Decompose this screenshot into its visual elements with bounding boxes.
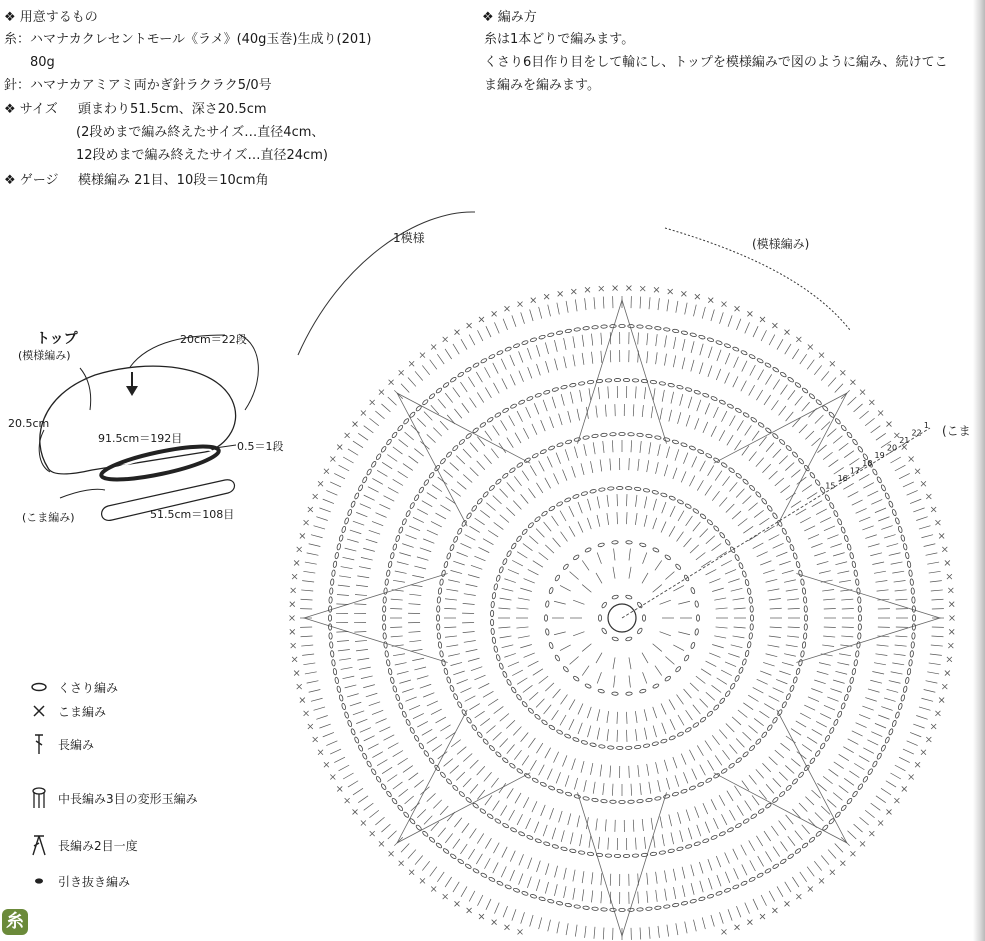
- size-label: ❖ サイズ: [4, 102, 58, 117]
- corner-mark: 糸: [2, 909, 28, 935]
- gauge-value: 模様編み 21目、10段＝10cm角: [78, 173, 269, 188]
- legend-row: [28, 870, 130, 892]
- dc2tog-icon: [28, 834, 50, 856]
- slip-stitch-icon: [28, 870, 50, 892]
- method-line-2: くさり6目作り目をして輪にし、トップを模様編みで図のように編み、続けてこ: [484, 55, 948, 70]
- chart-labels: [393, 230, 971, 491]
- size-value: 頭まわり51.5cm、深さ20.5cm: [78, 102, 267, 117]
- band-edge-label: (こま: [942, 424, 971, 438]
- legend-row: [28, 733, 94, 755]
- yarn-amount: 80g: [30, 55, 55, 70]
- chart-guides: [298, 212, 940, 936]
- gauge-label: ❖ ゲージ: [4, 173, 59, 188]
- method-heading: ❖ 編み方: [482, 10, 537, 25]
- puff-stitch-icon: [28, 787, 50, 809]
- legend-label: 引き抜き編み: [58, 874, 131, 889]
- row-number: 22: [911, 428, 922, 438]
- size-note-1: (2段めまで編み終えたサイズ…直径4cm、: [76, 125, 325, 140]
- legend-label: こま編み: [58, 704, 107, 719]
- schematic-top-sub: (模様編み): [18, 349, 71, 362]
- legend-label: 長編み2目一度: [58, 838, 138, 853]
- chain-stitch-icon: [28, 676, 50, 698]
- materials-heading: ❖ 用意するもの: [4, 10, 98, 25]
- band-label: (こま編み): [22, 511, 75, 524]
- row-number: 20: [886, 443, 898, 453]
- row-number: 17: [849, 466, 861, 476]
- band-ring: [99, 440, 221, 486]
- legend-row: [28, 700, 106, 722]
- row-number: 16: [837, 474, 848, 483]
- dim-circumference: 91.5cm＝192目: [98, 432, 183, 445]
- legend-row: [28, 787, 198, 809]
- repeat-label: 1模様: [393, 231, 425, 245]
- size-note-2: 12段めまで編み終えたサイズ…直径24cm): [76, 148, 328, 163]
- dim-band: 51.5cm＝108目: [150, 508, 235, 521]
- legend-label: くさり編み: [58, 680, 119, 695]
- legend-row: [28, 676, 118, 698]
- needle-line: 針：ハマナカアミアミ両かぎ針ラクラク5/0号: [4, 78, 272, 93]
- crochet-chart: [270, 200, 985, 941]
- dim-band-rows: 0.5＝1段: [237, 440, 284, 453]
- chart-stitches: [290, 286, 955, 940]
- legend-label: 中長編み3目の変形玉編み: [58, 791, 198, 806]
- row-number: 19: [874, 451, 885, 461]
- page-mark: [0, 905, 32, 941]
- legend-row: [28, 834, 138, 856]
- single-crochet-icon: [28, 700, 50, 722]
- row-number: 1: [923, 420, 929, 430]
- method-line-1: 糸は1本どりで編みます。: [484, 32, 635, 47]
- row-number: 15: [825, 481, 836, 491]
- row-number: 21: [899, 436, 910, 445]
- method-line-3: ま編みを編みます。: [484, 78, 600, 93]
- double-crochet-icon: [28, 733, 50, 755]
- dim-height: 20.5cm: [8, 417, 50, 430]
- yarn-line: 糸：ハマナカクレセントモール《ラメ》(40g玉巻)生成り(201): [4, 32, 372, 47]
- dim-top: 20cm＝22段: [180, 333, 247, 346]
- page-edge-shadow: [973, 0, 985, 941]
- legend-label: 長編み: [58, 737, 95, 752]
- schematic-top-label: トップ: [36, 331, 78, 347]
- pattern-label: (模様編み): [752, 237, 810, 251]
- row-number: 18: [862, 458, 873, 468]
